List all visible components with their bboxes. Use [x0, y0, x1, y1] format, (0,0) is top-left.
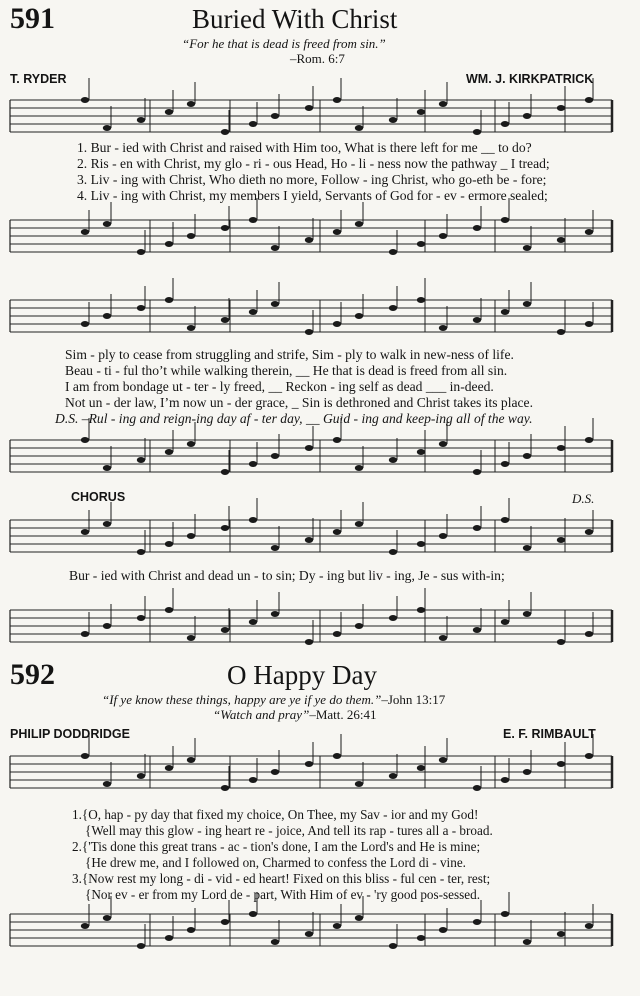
epigraph [102, 692, 445, 708]
note-head [305, 931, 313, 937]
note-head [137, 457, 145, 463]
bass-staff [0, 208, 640, 268]
composer: E. F. RIMBAULT [503, 727, 596, 741]
note-head [355, 125, 363, 131]
note-head [333, 529, 341, 535]
note-head [523, 245, 531, 251]
hymn-title: Buried With Christ [192, 4, 398, 34]
note-head [501, 121, 509, 127]
note-head [389, 249, 397, 255]
note-head [439, 441, 447, 447]
note-head [305, 105, 313, 111]
note-head [333, 321, 341, 327]
verse-line: 4. Liv - ing with Christ, my members I yield, Servants of God for - ev - ermore sealed; [77, 188, 548, 203]
note-head [523, 113, 531, 119]
note-head [473, 129, 481, 135]
note-head [81, 529, 89, 535]
note-head [81, 923, 89, 929]
hymn-number: 592 [10, 658, 55, 691]
note-head [305, 761, 313, 767]
epigraph-reference: –Matt. 26:41 [309, 707, 377, 722]
verses-block [77, 140, 550, 204]
ds-mark: D.S. [572, 491, 595, 506]
note-head [103, 221, 111, 227]
note-head [137, 615, 145, 621]
note-head [355, 623, 363, 629]
note-head [501, 777, 509, 783]
note-head [523, 453, 531, 459]
note-head [165, 297, 173, 303]
note-head [417, 765, 425, 771]
note-head [417, 449, 425, 455]
note-head [355, 521, 363, 527]
epigraph-text: “If ye know these things, happy are ye if ye do them.” [102, 692, 382, 707]
note-head [137, 773, 145, 779]
verse-line: Not un - der law, I’m now un - der grace, _ Sin is dethroned and Christ takes its place. [65, 395, 533, 410]
note-head [557, 931, 565, 937]
treble-staff [0, 508, 640, 568]
note-head [333, 753, 341, 759]
verse-line: 3. Liv - ing with Christ, Who dieth no more, Follow - ing Christ, who go-eth be - fore; [77, 172, 547, 187]
note-head [417, 935, 425, 941]
verse-line: 2. Ris - en with Christ, my glo - ri - ous Head, Ho - li - ness now the pathway _ I tread; [77, 156, 550, 171]
note-head [103, 781, 111, 787]
composer: WM. J. KIRKPATRICK [466, 72, 594, 86]
hymn-title: O Happy Day [227, 660, 377, 690]
note-head [501, 217, 509, 223]
note-head [137, 305, 145, 311]
note-head [81, 753, 89, 759]
verse-line: 1.{O, hap - py day that fixed my choice, On Thee, my Sav - ior and my God! [72, 807, 479, 822]
note-head [103, 915, 111, 921]
note-head [585, 923, 593, 929]
note-head [557, 639, 565, 645]
ds-line: D.S. –Rul - ing and reign-ing day af - ter day, __ Guid - ing and keep-ing all of the way. [55, 411, 533, 426]
chorus-label: CHORUS [71, 490, 126, 504]
note-head [439, 927, 447, 933]
note-head [187, 635, 195, 641]
note-head [187, 927, 195, 933]
note-head [439, 101, 447, 107]
note-head [249, 217, 257, 223]
note-head [249, 777, 257, 783]
note-head [271, 113, 279, 119]
note-head [81, 229, 89, 235]
note-head [165, 109, 173, 115]
note-head [557, 761, 565, 767]
treble-staff [0, 88, 640, 148]
note-head [221, 525, 229, 531]
note-head [187, 325, 195, 331]
epigraph-text: “Watch and pray” [213, 707, 310, 722]
note-head [221, 627, 229, 633]
note-head [417, 297, 425, 303]
note-head [271, 301, 279, 307]
note-head [305, 639, 313, 645]
note-head [417, 541, 425, 547]
epigraph-reference: –Rom. 6:7 [290, 51, 345, 66]
note-head [439, 635, 447, 641]
note-head [585, 437, 593, 443]
note-head [103, 521, 111, 527]
note-head [305, 537, 313, 543]
note-head [557, 329, 565, 335]
note-head [355, 915, 363, 921]
note-head [417, 607, 425, 613]
note-head [389, 117, 397, 123]
note-head [439, 325, 447, 331]
epigraph: “For he that is dead is freed from sin.” [182, 36, 386, 51]
note-head [417, 109, 425, 115]
note-head [165, 241, 173, 247]
note-head [501, 619, 509, 625]
note-head [585, 229, 593, 235]
verse-line: {Well may this glow - ing heart re - joice, And tell its rap - tures all a - broad. [85, 823, 493, 838]
note-head [81, 437, 89, 443]
verse-line: Beau - ti - ful tho’t while walking therein, __ He that is dead is freed from all sin. [65, 363, 508, 378]
note-head [439, 233, 447, 239]
note-head [165, 935, 173, 941]
note-head [165, 449, 173, 455]
note-head [389, 773, 397, 779]
note-head [165, 765, 173, 771]
author: T. RYDER [10, 72, 67, 86]
bass-staff [0, 598, 640, 658]
note-head [333, 923, 341, 929]
note-head [249, 517, 257, 523]
note-head [523, 545, 531, 551]
note-head [523, 301, 531, 307]
note-head [333, 437, 341, 443]
note-head [501, 461, 509, 467]
note-head [557, 445, 565, 451]
note-head [501, 517, 509, 523]
note-head [249, 911, 257, 917]
verse-line: {Nor ev - er from my Lord de - part, With Him of ev - 'ry good pos-sessed. [85, 887, 481, 902]
bass-staff [0, 902, 640, 962]
note-head [249, 619, 257, 625]
note-head [585, 631, 593, 637]
note-head [221, 225, 229, 231]
note-head [473, 225, 481, 231]
note-head [271, 245, 279, 251]
note-head [585, 321, 593, 327]
chorus-text: Bur - ied with Christ and dead un - to sin; Dy - ing but liv - ing, Je - sus with-in; [69, 568, 505, 583]
verse-line: 3.{Now rest my long - di - vid - ed heart! Fixed on this bliss - ful cen - ter, rest; [72, 871, 491, 886]
note-head [221, 785, 229, 791]
note-head [585, 529, 593, 535]
note-head [81, 631, 89, 637]
note-head [501, 911, 509, 917]
note-head [249, 121, 257, 127]
note-head [389, 305, 397, 311]
note-head [305, 329, 313, 335]
note-head [165, 541, 173, 547]
note-head [271, 611, 279, 617]
bass-staff [0, 428, 640, 488]
note-head [221, 129, 229, 135]
verse-line: {He drew me, and I followed on, Charmed to confess the Lord di - vine. [85, 855, 466, 870]
note-head [137, 549, 145, 555]
note-head [389, 549, 397, 555]
epigraph-reference: –John 13:17 [381, 692, 446, 707]
treble-staff [0, 288, 640, 348]
note-head [271, 545, 279, 551]
note-head [389, 457, 397, 463]
note-head [103, 313, 111, 319]
note-head [389, 943, 397, 949]
verse-line: 1. Bur - ied with Christ and raised with Him too, What is there left for me __ to do? [77, 140, 532, 155]
note-head [103, 465, 111, 471]
note-head [557, 237, 565, 243]
note-head [165, 607, 173, 613]
note-head [417, 241, 425, 247]
note-head [221, 469, 229, 475]
note-head [187, 101, 195, 107]
note-head [137, 249, 145, 255]
note-head [473, 785, 481, 791]
note-head [585, 753, 593, 759]
note-head [439, 757, 447, 763]
note-head [249, 461, 257, 467]
note-head [355, 465, 363, 471]
note-head [333, 229, 341, 235]
note-head [585, 97, 593, 103]
note-head [355, 313, 363, 319]
note-head [473, 525, 481, 531]
note-head [305, 237, 313, 243]
note-head [187, 533, 195, 539]
note-head [137, 117, 145, 123]
note-head [473, 317, 481, 323]
author: PHILIP DODDRIDGE [10, 727, 130, 741]
verses-block [55, 347, 533, 427]
note-head [473, 469, 481, 475]
note-head [355, 781, 363, 787]
note-head [305, 445, 313, 451]
verse-line: I am from bondage ut - ter - ly freed, __ Reckon - ing self as dead ___ in-deed. [65, 379, 494, 394]
note-head [333, 97, 341, 103]
note-head [333, 631, 341, 637]
note-head [103, 125, 111, 131]
verses-block [72, 807, 493, 903]
note-head [389, 615, 397, 621]
note-head [81, 321, 89, 327]
note-head [103, 623, 111, 629]
note-head [557, 105, 565, 111]
verse-line: 2.{'Tis done this great trans - ac - tion's done, I am the Lord's and He is mine; [72, 839, 481, 854]
epigraph [213, 707, 376, 723]
note-head [81, 97, 89, 103]
verse-line: Sim - ply to cease from struggling and strife, Sim - ply to walk in new-ness of life. [65, 347, 514, 362]
note-head [523, 939, 531, 945]
hymn-number: 591 [10, 2, 55, 35]
note-head [271, 453, 279, 459]
note-head [221, 919, 229, 925]
note-head [557, 537, 565, 543]
note-head [187, 441, 195, 447]
note-head [187, 233, 195, 239]
note-head [271, 939, 279, 945]
note-head [501, 309, 509, 315]
note-head [473, 919, 481, 925]
note-head [473, 627, 481, 633]
note-head [249, 309, 257, 315]
note-head [221, 317, 229, 323]
treble-staff [0, 744, 640, 804]
note-head [271, 769, 279, 775]
note-head [137, 943, 145, 949]
note-head [523, 769, 531, 775]
note-head [439, 533, 447, 539]
note-head [523, 611, 531, 617]
note-head [187, 757, 195, 763]
note-head [355, 221, 363, 227]
